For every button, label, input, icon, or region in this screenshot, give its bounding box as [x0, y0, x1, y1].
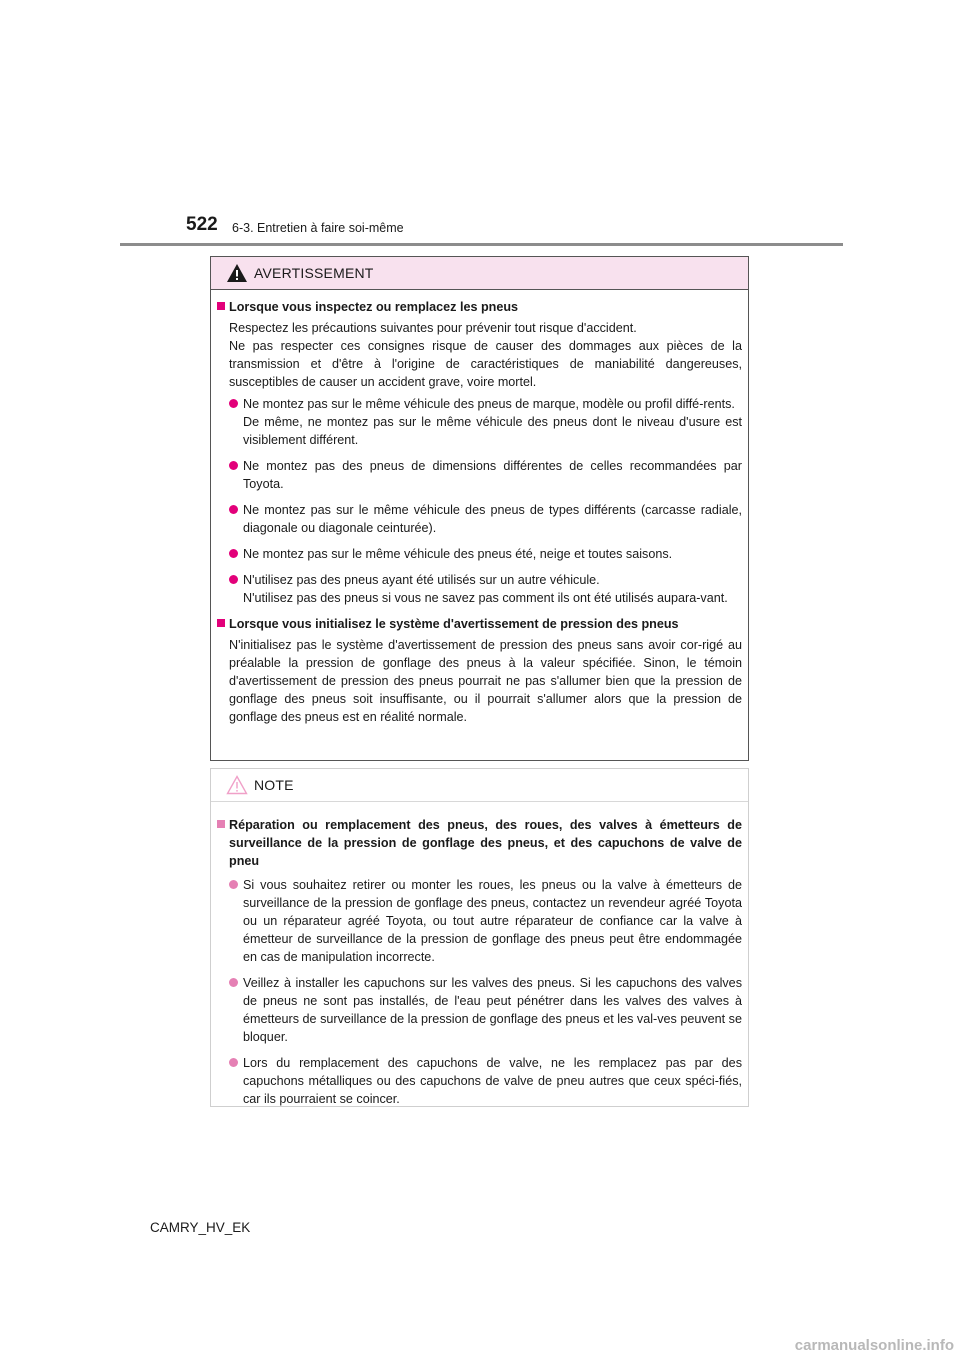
note-body	[211, 802, 748, 1108]
warning-box-header	[211, 257, 748, 290]
warning-bullet	[217, 571, 742, 607]
warning-tpms-paragraph	[217, 636, 742, 726]
bullet-line: N'utilisez pas des pneus si vous ne savez pas comment ils ont été utilisés aupara-vant.	[243, 591, 728, 605]
intro-line: Respectez les précautions suivantes pour prévenir tout risque d'accident.	[229, 321, 637, 335]
warning-heading-inspect	[217, 298, 742, 316]
bullet-line: Ne montez pas sur le même véhicule des pneus de marque, modèle ou profil diffé-rents.	[243, 397, 735, 411]
warning-bullet	[217, 501, 742, 537]
note-label: NOTE	[254, 777, 294, 793]
page-number: 522	[186, 214, 218, 235]
bullet-line: Ne montez pas sur le même véhicule des pneus été, neige et toutes saisons.	[243, 547, 673, 561]
round-bullet-icon	[229, 549, 238, 558]
warning-body	[211, 290, 748, 726]
note-box	[210, 768, 749, 1107]
bullet-line: Si vous souhaitez retirer ou monter les roues, les pneus ou la valve à émetteurs de surveillance de la pression de gonflage des pneus, contactez un revendeur agréé Toyota ou un réparateur agréé Toyota, ou tout autre réparateur de confiance car la valve à émetteur de surveillance de la pression de gonflage des pneus peut être endommagée en cas de manipulation incorrecte.	[243, 878, 742, 964]
warning-triangle-icon	[226, 263, 248, 283]
round-bullet-icon	[229, 399, 238, 408]
round-bullet-icon	[229, 575, 238, 584]
header-divider	[120, 243, 843, 246]
square-bullet-icon	[217, 820, 225, 828]
round-bullet-icon	[229, 505, 238, 514]
bullet-line: Ne montez pas sur le même véhicule des pneus de types différents (carcasse radiale, diagonale ou diagonale ceinturée).	[243, 503, 742, 535]
heading-text: Lorsque vous initialisez le système d'avertissement de pression des pneus	[229, 617, 679, 631]
square-bullet-icon	[217, 302, 225, 310]
note-bullet	[217, 974, 742, 1046]
bullet-line: Lors du remplacement des capuchons de valve, ne les remplacez pas par des capuchons métalliques ou des capuchons de valve de pneu autres que ceux spéci-fiés, car ils pourraient se coincer.	[243, 1056, 742, 1106]
section-title: 6-3. Entretien à faire soi-même	[232, 221, 404, 235]
model-code: CAMRY_HV_EK	[150, 1220, 251, 1235]
round-bullet-icon	[229, 880, 238, 889]
intro-line: Ne pas respecter ces consignes risque de causer des dommages aux pièces de la transmission et d'être à l'origine de caractéristiques de maniabilité dangereuses, susceptibles de causer un accident grave, voire mortel.	[229, 339, 742, 389]
warning-label: AVERTISSEMENT	[254, 265, 374, 281]
round-bullet-icon	[229, 1058, 238, 1067]
warning-box	[210, 256, 749, 761]
note-heading	[217, 816, 742, 870]
round-bullet-icon	[229, 978, 238, 987]
warning-intro	[217, 319, 742, 391]
bullet-line: N'utilisez pas des pneus ayant été utilisés sur un autre véhicule.	[243, 573, 600, 587]
bullet-line: Ne montez pas des pneus de dimensions différentes de celles recommandées par Toyota.	[243, 459, 742, 491]
paragraph-text: N'initialisez pas le système d'avertissement de pression des pneus sans avoir cor-rigé au préalable la pression de gonflage des pneus à la valeur spécifiée. Sinon, le témoin d'avertissement de pression des pneus pourrait ne pas s'allumer bien que la pression de gonflage des pneus soit insuffisante, ou il pourrait s'allumer alors que la pression de gonflage des pneus est en réalité normale.	[229, 638, 742, 724]
bullet-line: De même, ne montez pas sur le même véhicule des pneus dont le niveau d'usure est visiblement différent.	[243, 415, 742, 447]
warning-bullet	[217, 545, 742, 563]
warning-bullet	[217, 457, 742, 493]
bullet-line: Veillez à installer les capuchons sur les valves des pneus. Si les capuchons des valves de pneus ne sont pas installés, de l'eau peut pénétrer dans les valves des valves à émetteurs de surveillance de la pression de gonflage des pneus et les val-ves peuvent se bloquer.	[243, 976, 742, 1044]
warning-bullet	[217, 395, 742, 449]
caution-triangle-icon	[226, 775, 248, 795]
warning-heading-tpms	[217, 615, 742, 633]
note-bullet	[217, 1054, 742, 1108]
note-bullet	[217, 876, 742, 966]
watermark: carmanualsonline.info	[794, 1337, 954, 1354]
round-bullet-icon	[229, 461, 238, 470]
square-bullet-icon	[217, 619, 225, 627]
heading-text: Réparation ou remplacement des pneus, des roues, des valves à émetteurs de surveillance de la pression de gonflage des pneus, et des capuchons de valve de pneu	[229, 818, 742, 868]
heading-text: Lorsque vous inspectez ou remplacez les pneus	[229, 300, 519, 314]
page-header	[186, 214, 846, 244]
note-box-header	[211, 769, 748, 802]
